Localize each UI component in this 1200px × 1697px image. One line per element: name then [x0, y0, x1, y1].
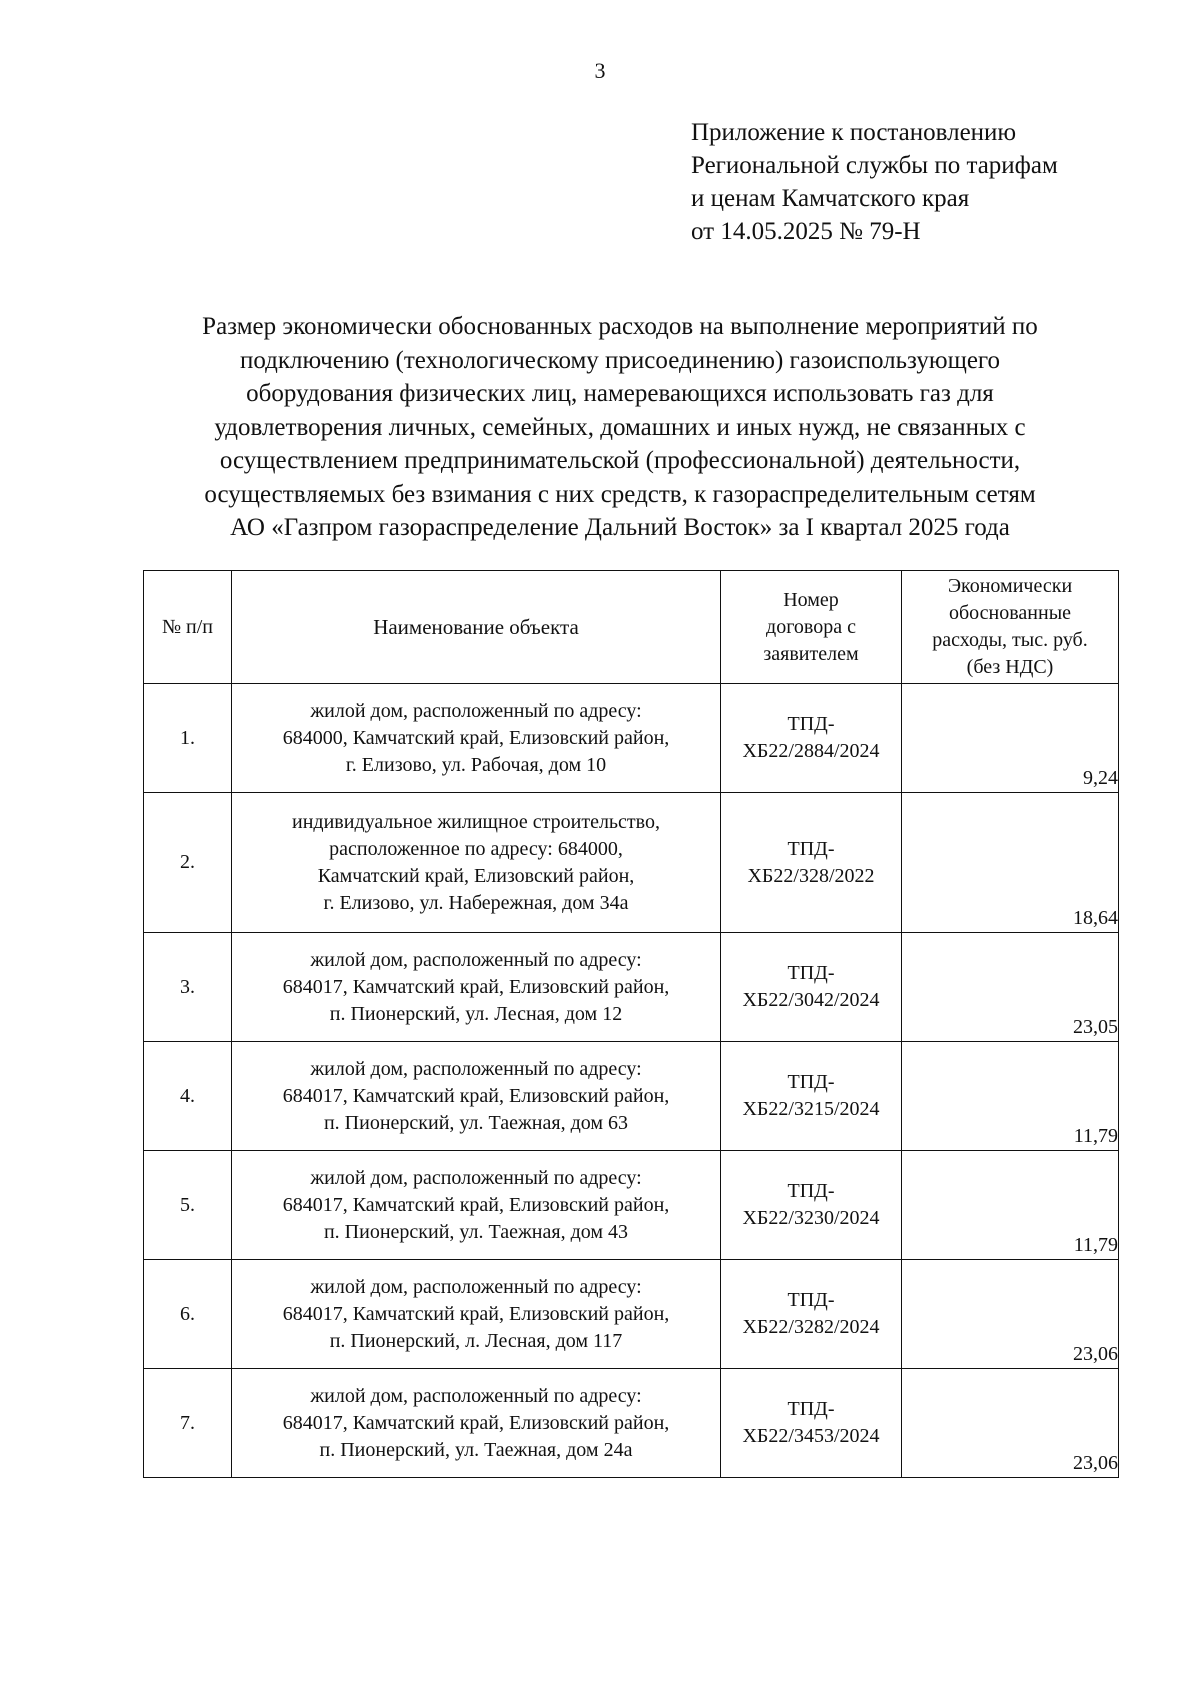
title-line: осуществлением предпринимательской (профессиональной) деятельности, — [219, 447, 1021, 474]
table-row — [144, 1042, 1119, 1151]
contract-number — [721, 933, 902, 1042]
object-line: жилой дом, расположенный по адресу: — [310, 1275, 642, 1298]
annex-line: от 14.05.2025 № 79-Н — [691, 218, 921, 245]
contract-number — [721, 1042, 902, 1151]
title-line: подключению (технологическому присоединению) газоиспользующего — [239, 346, 1001, 374]
object-line: п. Пионерский, ул. Таежная, дом 63 — [323, 1111, 629, 1134]
annex-line: Приложение к постановлению — [691, 119, 1017, 146]
object-description — [232, 684, 721, 793]
object-description — [232, 1369, 721, 1478]
row-number: 4. — [144, 1042, 232, 1151]
contract-line: ТПД- — [787, 837, 835, 860]
object-line: 684017, Камчатский край, Елизовский район, — [282, 1411, 670, 1434]
header-cost-line: (без НДС) — [966, 656, 1054, 678]
object-description — [232, 1042, 721, 1151]
object-line: г. Елизово, ул. Рабочая, дом 10 — [345, 753, 607, 776]
table-row — [144, 933, 1119, 1042]
object-description — [232, 793, 721, 933]
header-cost-line: расходы, тыс. руб. — [932, 629, 1088, 651]
object-line: 684017, Камчатский край, Елизовский район, — [282, 1193, 670, 1216]
row-number: 2. — [144, 793, 232, 933]
contract-line: ТПД- — [787, 1180, 835, 1202]
contract-number — [721, 1151, 902, 1260]
header-cost-line: Экономически — [947, 575, 1073, 597]
table-row — [144, 1260, 1119, 1369]
object-line: 684017, Камчатский край, Елизовский район, — [282, 975, 670, 998]
contract-line: ХБ22/2884/2024 — [742, 740, 880, 762]
table-row — [144, 1369, 1119, 1478]
row-number: 7. — [144, 1369, 232, 1478]
header-cost-line: обоснованные — [948, 602, 1072, 624]
table-row — [144, 793, 1119, 933]
row-number: 3. — [144, 933, 232, 1042]
object-line: индивидуальное жилищное строительство, — [292, 810, 660, 833]
object-line: п. Пионерский, ул. Таежная, дом 43 — [323, 1220, 629, 1243]
object-line: п. Пионерский, л. Лесная, дом 117 — [329, 1329, 623, 1352]
contract-line: ХБ22/328/2022 — [747, 864, 875, 887]
cost-value: 9,24 — [902, 684, 1119, 793]
table-header-row — [144, 571, 1119, 684]
contract-line: ХБ22/3215/2024 — [742, 1098, 880, 1120]
contract-line: ТПД- — [787, 962, 835, 984]
header-contract-line: договора с — [766, 615, 856, 638]
header-object-name: Наименование объекта — [232, 571, 721, 684]
title-line: оборудования физических лиц, намеревающихся использовать газ для — [246, 380, 994, 407]
header-contract — [721, 571, 902, 684]
cost-value: 11,79 — [902, 1042, 1119, 1151]
row-number: 1. — [144, 684, 232, 793]
object-line: п. Пионерский, ул. Лесная, дом 12 — [329, 1002, 623, 1025]
annex-line: и ценам Камчатского края — [691, 185, 970, 212]
table-row — [144, 1151, 1119, 1260]
title-line: Размер экономически обоснованных расходов на выполнение мероприятий по — [202, 313, 1038, 340]
contract-number — [721, 793, 902, 933]
title-line: удовлетворения личных, семейных, домашних и иных нужд, не связанных с — [214, 413, 1026, 441]
object-line: жилой дом, расположенный по адресу: — [310, 699, 642, 722]
header-num: № п/п — [144, 571, 232, 684]
contract-line: ТПД- — [787, 713, 835, 735]
object-line: г. Елизово, ул. Набережная, дом 34а — [323, 891, 629, 914]
object-line: п. Пионерский, ул. Таежная, дом 24а — [319, 1438, 633, 1461]
row-number: 6. — [144, 1260, 232, 1369]
header-contract-line: заявителем — [763, 642, 859, 665]
object-line: 684017, Камчатский край, Елизовский район, — [282, 1084, 670, 1107]
contract-number — [721, 1369, 902, 1478]
contract-line: ХБ22/3453/2024 — [742, 1425, 880, 1447]
contract-line: ХБ22/3282/2024 — [742, 1316, 880, 1338]
annex-line: Региональной службы по тарифам — [691, 152, 1058, 179]
header-contract-line: Номер — [783, 588, 839, 611]
cost-value: 23,06 — [902, 1369, 1119, 1478]
costs-table — [143, 570, 1119, 1478]
cost-value: 23,06 — [902, 1260, 1119, 1369]
contract-line: ТПД- — [787, 1071, 835, 1093]
header-cost — [902, 571, 1119, 684]
contract-number — [721, 1260, 902, 1369]
contract-line: ХБ22/3230/2024 — [742, 1207, 880, 1229]
object-line: жилой дом, расположенный по адресу: — [310, 1384, 642, 1407]
object-line: жилой дом, расположенный по адресу: — [310, 1057, 642, 1080]
object-description — [232, 933, 721, 1042]
object-description — [232, 1260, 721, 1369]
contract-line: ТПД- — [787, 1398, 835, 1420]
object-line: 684000, Камчатский край, Елизовский район, — [282, 726, 670, 749]
row-number: 5. — [144, 1151, 232, 1260]
object-description — [232, 1151, 721, 1260]
object-line: жилой дом, расположенный по адресу: — [310, 948, 642, 971]
contract-line: ХБ22/3042/2024 — [742, 989, 880, 1011]
title-line: АО «Газпром газораспределение Дальний Восток» за I квартал 2025 года — [230, 514, 1010, 541]
object-line: расположенное по адресу: 684000, — [329, 837, 623, 860]
cost-value: 18,64 — [902, 793, 1119, 933]
page-number: 3 — [594, 58, 606, 83]
annex-reference — [691, 116, 1058, 248]
document-title — [130, 310, 1110, 545]
contract-line: ТПД- — [787, 1289, 835, 1311]
contract-number — [721, 684, 902, 793]
table-row — [144, 684, 1119, 793]
object-line: 684017, Камчатский край, Елизовский район, — [282, 1302, 670, 1325]
object-line: жилой дом, расположенный по адресу: — [310, 1166, 642, 1189]
title-line: осуществляемых без взимания с них средств, к газораспределительным сетям — [204, 480, 1036, 508]
object-line: Камчатский край, Елизовский район, — [317, 864, 635, 887]
cost-value: 11,79 — [902, 1151, 1119, 1260]
cost-value: 23,05 — [902, 933, 1119, 1042]
